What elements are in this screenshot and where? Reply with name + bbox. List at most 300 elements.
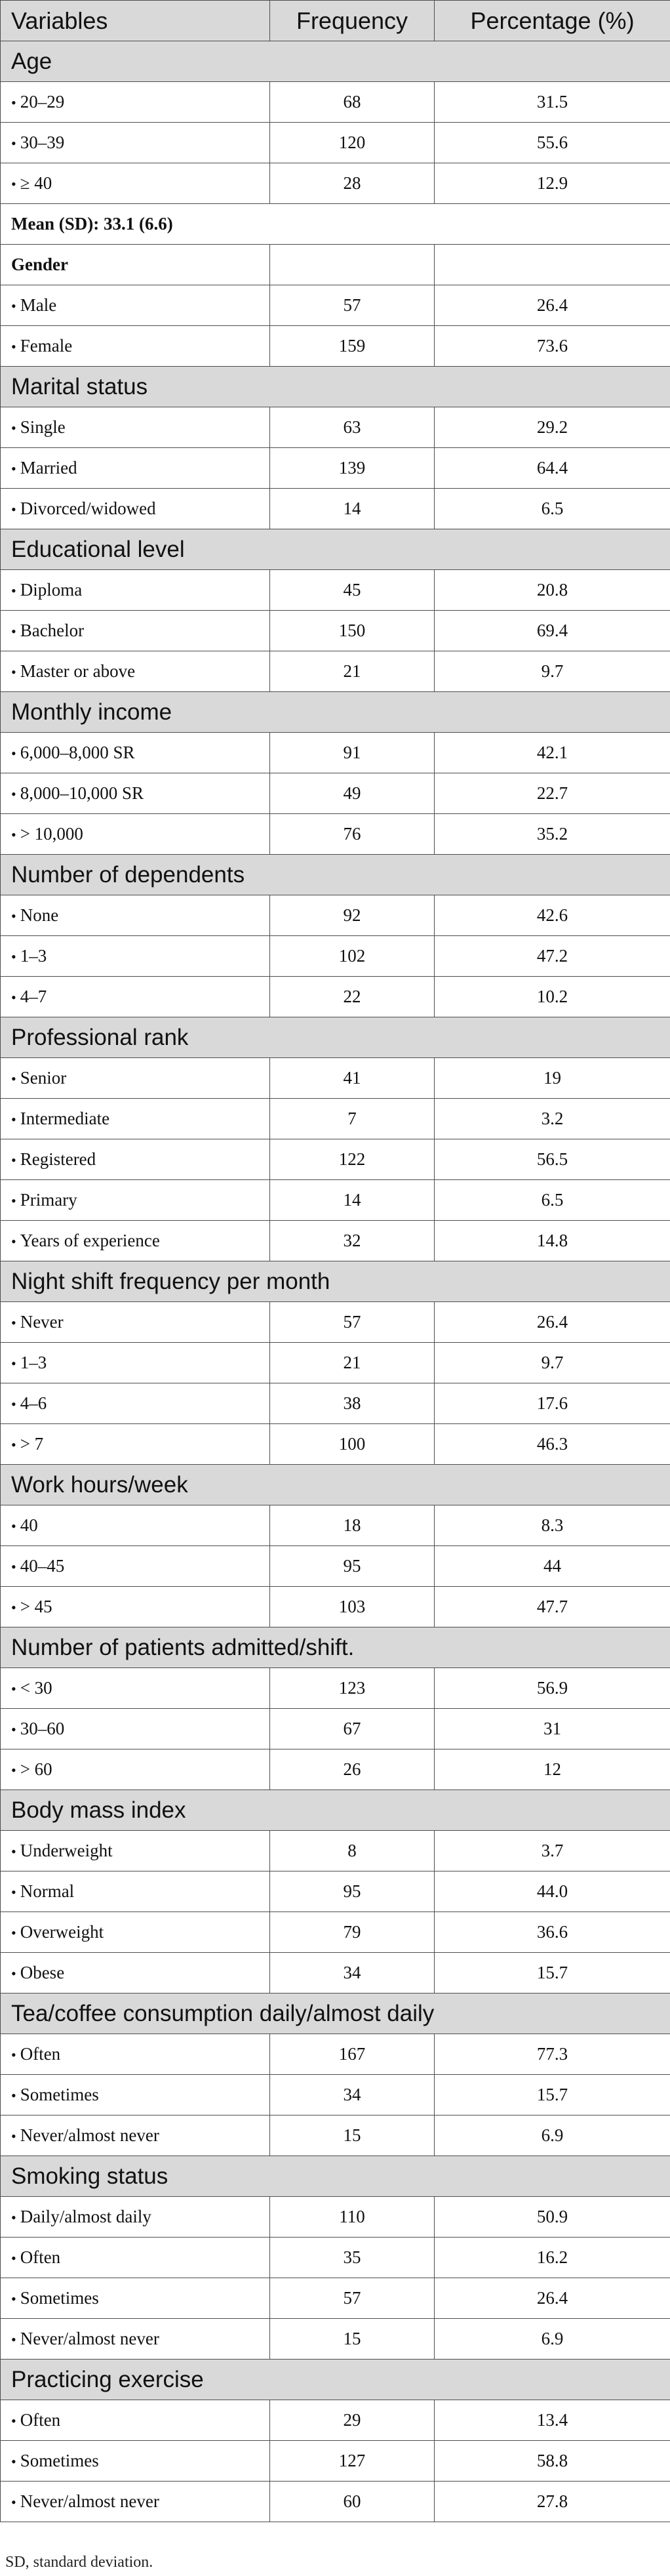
variable-cell — [1, 936, 270, 977]
bullet-icon: • — [11, 908, 16, 924]
empty-cell — [270, 245, 435, 285]
percentage-cell: 58.8 — [435, 2441, 670, 2482]
variable-cell — [1, 570, 270, 611]
percentage-cell: 6.5 — [435, 489, 670, 529]
frequency-cell: 28 — [270, 163, 435, 204]
percentage-cell: 50.9 — [435, 2197, 670, 2238]
bullet-icon: • — [11, 827, 16, 843]
variable-cell — [1, 163, 270, 204]
variable-label: Often — [20, 2044, 61, 2064]
bullet-icon: • — [11, 664, 16, 680]
bullet-icon: • — [11, 2250, 16, 2266]
variable-label: 8,000–10,000 SR — [20, 783, 144, 803]
frequency-cell: 95 — [270, 1871, 435, 1912]
variable-cell — [1, 1221, 270, 1261]
variable-cell — [1, 2441, 270, 2482]
variable-label: Senior — [20, 1068, 67, 1088]
variable-cell — [1, 2197, 270, 2238]
percentage-cell: 36.6 — [435, 1912, 670, 1953]
table-row — [1, 1180, 670, 1221]
variable-cell — [1, 326, 270, 367]
frequency-cell: 92 — [270, 895, 435, 936]
bullet-icon: • — [11, 1315, 16, 1331]
bullet-icon: • — [11, 2453, 16, 2470]
percentage-cell: 6.5 — [435, 1180, 670, 1221]
bullet-icon: • — [11, 989, 16, 1006]
variable-label: Primary — [20, 1190, 77, 1210]
percentage-cell: 56.5 — [435, 1139, 670, 1180]
percentage-cell: 47.7 — [435, 1587, 670, 1627]
section-title: Professional rank — [1, 1017, 670, 1058]
bullet-icon: • — [11, 1193, 16, 1209]
variable-label: 30–60 — [20, 1719, 65, 1738]
percentage-cell: 31 — [435, 1709, 670, 1749]
variable-label: 40–45 — [20, 1556, 65, 1576]
variable-cell — [1, 123, 270, 163]
bullet-icon: • — [11, 2209, 16, 2226]
bullet-icon: • — [11, 1233, 16, 1250]
table-row — [1, 2116, 670, 2156]
variable-label: Single — [20, 417, 66, 437]
bullet-icon: • — [11, 420, 16, 436]
bullet-icon: • — [11, 460, 16, 477]
empty-cell — [435, 245, 670, 285]
variable-cell — [1, 1383, 270, 1424]
section-header-row — [1, 529, 670, 570]
variable-cell — [1, 1424, 270, 1465]
bullet-icon: • — [11, 2291, 16, 2307]
frequency-cell: 127 — [270, 2441, 435, 2482]
percentage-cell: 44.0 — [435, 1871, 670, 1912]
table-row — [1, 936, 670, 977]
table-row — [1, 82, 670, 123]
section-title: Tea/coffee consumption daily/almost daily — [1, 1993, 670, 2034]
table-row — [1, 1709, 670, 1749]
frequency-cell: 103 — [270, 1587, 435, 1627]
variable-label: 30–39 — [20, 133, 65, 152]
header-frequency: Frequency — [270, 1, 435, 41]
section-title: Age — [1, 41, 670, 82]
bullet-icon: • — [11, 2087, 16, 2104]
percentage-cell: 16.2 — [435, 2238, 670, 2278]
section-header-row — [1, 692, 670, 733]
variable-label: 40 — [20, 1515, 38, 1535]
variable-label: Sometimes — [20, 2451, 99, 2470]
bullet-icon: • — [11, 1681, 16, 1697]
percentage-cell: 12 — [435, 1749, 670, 1790]
table-row — [1, 1749, 670, 1790]
variable-label: > 45 — [20, 1597, 52, 1616]
table-row — [1, 2482, 670, 2522]
header-percentage: Percentage (%) — [435, 1, 670, 41]
frequency-cell: 21 — [270, 1343, 435, 1383]
frequency-cell: 29 — [270, 2400, 435, 2441]
percentage-cell: 47.2 — [435, 936, 670, 977]
variable-cell — [1, 1180, 270, 1221]
frequency-cell: 91 — [270, 733, 435, 773]
table-row — [1, 407, 670, 448]
percentage-cell: 26.4 — [435, 285, 670, 326]
table-row — [1, 1221, 670, 1261]
percentage-cell: 26.4 — [435, 1302, 670, 1343]
frequency-cell: 14 — [270, 489, 435, 529]
variable-label: Years of experience — [20, 1231, 160, 1250]
bullet-icon: • — [11, 2331, 16, 2348]
section-title: Marital status — [1, 367, 670, 407]
section-header-row — [1, 1261, 670, 1302]
bullet-icon: • — [11, 1559, 16, 1575]
table-row — [1, 773, 670, 814]
section-title: Monthly income — [1, 692, 670, 733]
bullet-icon: • — [11, 1884, 16, 1900]
variable-label: Male — [20, 295, 57, 315]
variable-cell — [1, 1587, 270, 1627]
table-row — [1, 1871, 670, 1912]
variable-cell — [1, 1139, 270, 1180]
table-row — [1, 895, 670, 936]
frequency-cell: 34 — [270, 1953, 435, 1993]
section-title: Practicing exercise — [1, 2360, 670, 2400]
variable-cell — [1, 1912, 270, 1953]
section-title: Work hours/week — [1, 1465, 670, 1505]
frequency-cell: 63 — [270, 407, 435, 448]
variable-label: Married — [20, 458, 77, 478]
variable-label: Daily/almost daily — [20, 2207, 151, 2226]
header-variables: Variables — [1, 1, 270, 41]
variable-cell — [1, 407, 270, 448]
variable-cell — [1, 1302, 270, 1343]
section-header-row — [1, 1017, 670, 1058]
percentage-cell: 55.6 — [435, 123, 670, 163]
table-row — [1, 2238, 670, 2278]
variable-label: Never/almost never — [20, 2491, 159, 2511]
bullet-icon: • — [11, 1925, 16, 1941]
percentage-cell: 26.4 — [435, 2278, 670, 2319]
section-header-row — [1, 1790, 670, 1831]
bullet-icon: • — [11, 1843, 16, 1860]
table-row — [1, 2319, 670, 2360]
frequency-cell: 122 — [270, 1139, 435, 1180]
frequency-cell: 57 — [270, 2278, 435, 2319]
frequency-cell: 67 — [270, 1709, 435, 1749]
variable-label: > 7 — [20, 1434, 44, 1454]
table-body — [1, 41, 670, 2522]
section-header-row — [1, 2156, 670, 2197]
frequency-cell: 34 — [270, 2075, 435, 2116]
table-row — [1, 285, 670, 326]
variable-cell — [1, 977, 270, 1017]
percentage-cell: 15.7 — [435, 1953, 670, 1993]
table-row — [1, 1912, 670, 1953]
variable-cell — [1, 2034, 270, 2075]
variable-cell — [1, 1709, 270, 1749]
table-row — [1, 1668, 670, 1709]
frequency-cell: 14 — [270, 1180, 435, 1221]
frequency-cell: 57 — [270, 285, 435, 326]
table-row — [1, 1139, 670, 1180]
variable-cell — [1, 285, 270, 326]
percentage-cell: 22.7 — [435, 773, 670, 814]
bullet-icon: • — [11, 1071, 16, 1087]
table-row — [1, 123, 670, 163]
frequency-cell: 123 — [270, 1668, 435, 1709]
table-row — [1, 611, 670, 651]
bullet-icon: • — [11, 583, 16, 599]
section-header-row — [1, 41, 670, 82]
frequency-cell: 159 — [270, 326, 435, 367]
percentage-cell: 19 — [435, 1058, 670, 1099]
percentage-cell: 69.4 — [435, 611, 670, 651]
section-title: Night shift frequency per month — [1, 1261, 670, 1302]
table-row — [1, 977, 670, 1017]
section-header-row — [1, 367, 670, 407]
bullet-icon: • — [11, 1762, 16, 1778]
section-title: Body mass index — [1, 1790, 670, 1831]
variable-label: 1–3 — [20, 1353, 47, 1372]
frequency-cell: 95 — [270, 1546, 435, 1587]
table-row — [1, 2075, 670, 2116]
percentage-cell: 6.9 — [435, 2319, 670, 2360]
bullet-icon: • — [11, 176, 16, 192]
bullet-icon: • — [11, 1152, 16, 1168]
variable-label: Never/almost never — [20, 2329, 159, 2348]
bullet-icon: • — [11, 2413, 16, 2429]
table-row — [1, 1099, 670, 1139]
bullet-icon: • — [11, 745, 16, 762]
table-footnote: SD, standard deviation. — [5, 2554, 153, 2571]
variable-label: Obese — [20, 1963, 65, 1982]
table-row — [1, 651, 670, 692]
bullet-icon: • — [11, 2494, 16, 2510]
variable-label: ≥ 40 — [20, 173, 52, 193]
frequency-cell: 150 — [270, 611, 435, 651]
table-row — [1, 814, 670, 855]
table-row — [1, 1831, 670, 1871]
variable-cell — [1, 1505, 270, 1546]
bullet-icon: • — [11, 338, 16, 355]
bullet-icon: • — [11, 1111, 16, 1128]
percentage-cell: 27.8 — [435, 2482, 670, 2522]
variable-cell — [1, 2278, 270, 2319]
frequency-cell: 15 — [270, 2319, 435, 2360]
percentage-cell: 20.8 — [435, 570, 670, 611]
frequency-cell: 57 — [270, 1302, 435, 1343]
percentage-cell: 77.3 — [435, 2034, 670, 2075]
frequency-cell: 41 — [270, 1058, 435, 1099]
variable-label: Overweight — [20, 1922, 104, 1942]
frequency-cell: 32 — [270, 1221, 435, 1261]
bullet-icon: • — [11, 2128, 16, 2144]
frequency-cell: 79 — [270, 1912, 435, 1953]
variable-label: Underweight — [20, 1841, 113, 1860]
frequency-cell: 15 — [270, 2116, 435, 2156]
percentage-cell: 44 — [435, 1546, 670, 1587]
variable-cell — [1, 82, 270, 123]
percentage-cell: 14.8 — [435, 1221, 670, 1261]
variable-label: Never — [20, 1312, 64, 1332]
variable-label: Female — [20, 336, 73, 356]
percentage-cell: 42.1 — [435, 733, 670, 773]
section-header-row — [1, 1465, 670, 1505]
variable-label: Intermediate — [20, 1109, 110, 1128]
frequency-cell: 22 — [270, 977, 435, 1017]
subgroup-title: Gender — [1, 245, 270, 285]
variable-label: 1–3 — [20, 946, 47, 966]
variable-label: None — [20, 905, 59, 925]
table-row — [1, 733, 670, 773]
bullet-icon: • — [11, 1965, 16, 1982]
variable-cell — [1, 1871, 270, 1912]
frequency-cell: 60 — [270, 2482, 435, 2522]
variable-label: > 10,000 — [20, 824, 83, 844]
frequency-cell: 8 — [270, 1831, 435, 1871]
variable-cell — [1, 2075, 270, 2116]
percentage-cell: 29.2 — [435, 407, 670, 448]
percentage-cell: 46.3 — [435, 1424, 670, 1465]
section-title: Smoking status — [1, 2156, 670, 2197]
variable-label: Often — [20, 2410, 61, 2430]
percentage-cell: 42.6 — [435, 895, 670, 936]
percentage-cell: 6.9 — [435, 2116, 670, 2156]
variable-cell — [1, 2319, 270, 2360]
variable-label: Diploma — [20, 580, 83, 600]
variable-label: > 60 — [20, 1759, 52, 1779]
variable-label: 4–6 — [20, 1393, 47, 1413]
percentage-cell: 35.2 — [435, 814, 670, 855]
variable-label: Master or above — [20, 661, 136, 681]
percentage-cell: 3.2 — [435, 1099, 670, 1139]
section-title: Number of patients admitted/shift. — [1, 1627, 670, 1668]
frequency-cell: 7 — [270, 1099, 435, 1139]
variable-cell — [1, 2238, 270, 2278]
frequency-cell: 139 — [270, 448, 435, 489]
variable-label: Divorced/widowed — [20, 499, 156, 518]
frequency-cell: 68 — [270, 82, 435, 123]
percentage-cell: 9.7 — [435, 651, 670, 692]
section-title: Educational level — [1, 529, 670, 570]
variable-cell — [1, 611, 270, 651]
frequency-cell: 102 — [270, 936, 435, 977]
variable-label: Often — [20, 2247, 61, 2267]
percentage-cell: 13.4 — [435, 2400, 670, 2441]
variable-label: Sometimes — [20, 2288, 99, 2308]
frequency-cell: 110 — [270, 2197, 435, 2238]
table-row — [1, 326, 670, 367]
table-row — [1, 1383, 670, 1424]
bullet-icon: • — [11, 1518, 16, 1534]
frequency-cell: 21 — [270, 651, 435, 692]
variable-label: 4–7 — [20, 987, 47, 1006]
table-row — [1, 1424, 670, 1465]
variable-cell — [1, 733, 270, 773]
variable-cell — [1, 1749, 270, 1790]
percentage-cell: 8.3 — [435, 1505, 670, 1546]
frequency-cell: 49 — [270, 773, 435, 814]
variable-label: 20–29 — [20, 92, 65, 112]
table-row — [1, 2400, 670, 2441]
variable-cell — [1, 448, 270, 489]
variable-cell — [1, 1668, 270, 1709]
frequency-cell: 167 — [270, 2034, 435, 2075]
table-row — [1, 1343, 670, 1383]
variable-cell — [1, 1831, 270, 1871]
table-row — [1, 2197, 670, 2238]
table-row — [1, 489, 670, 529]
bullet-icon: • — [11, 94, 16, 111]
section-header-row — [1, 855, 670, 895]
frequency-cell: 38 — [270, 1383, 435, 1424]
frequency-cell: 120 — [270, 123, 435, 163]
subgroup-row — [1, 245, 670, 285]
percentage-cell: 31.5 — [435, 82, 670, 123]
frequency-cell: 76 — [270, 814, 435, 855]
table-row — [1, 2278, 670, 2319]
section-title: Number of dependents — [1, 855, 670, 895]
variable-cell — [1, 1953, 270, 1993]
variable-cell — [1, 2400, 270, 2441]
frequency-cell: 26 — [270, 1749, 435, 1790]
bullet-icon: • — [11, 1437, 16, 1453]
frequency-cell: 100 — [270, 1424, 435, 1465]
bullet-icon: • — [11, 623, 16, 640]
percentage-cell: 56.9 — [435, 1668, 670, 1709]
table-row — [1, 163, 670, 204]
variable-label: Bachelor — [20, 621, 85, 640]
table-row — [1, 1587, 670, 1627]
variable-cell — [1, 773, 270, 814]
variable-cell — [1, 2116, 270, 2156]
percentage-cell: 9.7 — [435, 1343, 670, 1383]
bullet-icon: • — [11, 298, 16, 314]
section-header-row — [1, 1627, 670, 1668]
variable-label: Normal — [20, 1881, 75, 1901]
variable-cell — [1, 1099, 270, 1139]
table-row — [1, 448, 670, 489]
bullet-icon: • — [11, 135, 16, 152]
frequency-cell: 35 — [270, 2238, 435, 2278]
variable-cell — [1, 1058, 270, 1099]
table-row — [1, 2034, 670, 2075]
variable-cell — [1, 1343, 270, 1383]
section-header-row — [1, 2360, 670, 2400]
bullet-icon: • — [11, 501, 16, 518]
table-row — [1, 1302, 670, 1343]
variable-label: Registered — [20, 1149, 96, 1169]
bullet-icon: • — [11, 1599, 16, 1616]
table-row — [1, 570, 670, 611]
table-header-row — [1, 1, 670, 41]
percentage-cell: 3.7 — [435, 1831, 670, 1871]
variable-cell — [1, 651, 270, 692]
variable-label: Never/almost never — [20, 2125, 159, 2145]
frequency-cell: 45 — [270, 570, 435, 611]
table-row — [1, 1953, 670, 1993]
bullet-icon: • — [11, 786, 16, 802]
variable-label: Sometimes — [20, 2085, 99, 2104]
variable-cell — [1, 489, 270, 529]
bullet-icon: • — [11, 1396, 16, 1412]
variable-cell — [1, 2482, 270, 2522]
variable-cell — [1, 814, 270, 855]
table-row — [1, 1058, 670, 1099]
percentage-cell: 10.2 — [435, 977, 670, 1017]
summary-row — [1, 204, 670, 245]
bullet-icon: • — [11, 2047, 16, 2063]
bullet-icon: • — [11, 1721, 16, 1738]
table-row — [1, 2441, 670, 2482]
table-row — [1, 1546, 670, 1587]
percentage-cell: 12.9 — [435, 163, 670, 204]
